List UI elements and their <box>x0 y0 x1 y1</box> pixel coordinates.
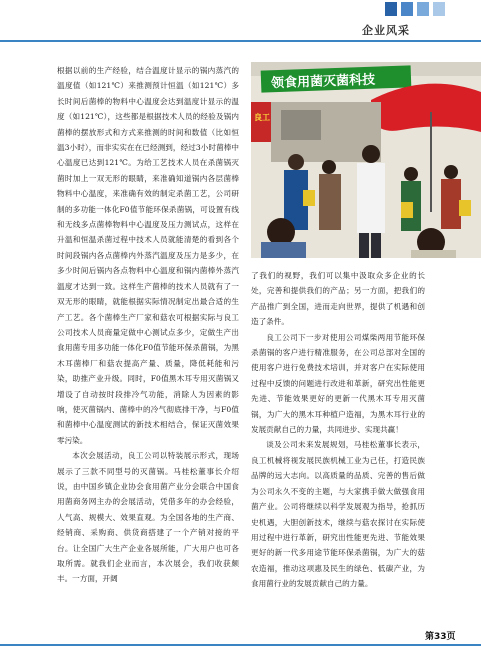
header-square-4 <box>433 2 445 16</box>
page-number: 第33页 <box>425 632 456 642</box>
header-square-1 <box>385 2 397 16</box>
header-decor-squares <box>385 2 445 16</box>
header-square-3 <box>417 2 429 16</box>
section-title: 企业风采 <box>362 24 410 37</box>
header-square-2 <box>401 2 413 16</box>
left-paragraph-1: 根据以前的生产经验，结合温度计显示的锅内蒸汽的温度值（如121℃）来推测预计恒温（如121℃）多长时间后菌棒的物料中心温度会达到温度计显示的温度（如121℃），这些都是根据技术人员的经验及锅内菌棒的摆放形式和方式来推测的时间和数值（比如恒温3小时），而非实实在在已经测到，经过3小时菌棒中心温度已达到121℃。为给工艺技术人员在杀菌锅灭菌时加上一双无形的眼睛，来准确知道锅内各层菌棒物料中心温度，来准确有效的制定杀菌工艺，公司研制的多功能一体化F0值节能环保杀菌锅，可设置有线和无线多点菌棒物料中心温度及压力测试点，这样在升温和恒温杀菌过程中技术人员就能清楚的看到各个时间段锅内各点菌棒内外蒸汽温度及压力是多少，在多少时间后锅内各点物料中心温度和锅内菌棒外蒸汽温度才达到一致。这样生产菌棒的技术人员就有了一双无形的眼睛，就能根据实际情况制定出最合适的生产工艺。各个菌棒生产厂家和菇农可根据实际与良工公司技术人员商量定做中心测试点多少，定做生产出食用菌专用多功能一体化F0值节能环保杀菌锅，为黑木耳菌棒厂和菇农提高产量、质量，降低耗能和污染，助推产业升级。同时，F0值黑木耳专用灭菌锅又增设了自动按时段排冷气功能，消除人为因素的影响，使灭菌锅内、菌棒中的冷气彻底排干净，与F0值和菌棒中心温度测试的新技术相结合，保证灭菌效果零污染。 <box>57 66 239 445</box>
right-paragraph-1: 了我们的视野，我们可以集中汲取众多企业的长处，完善和提供我们的产品；另一方面，把我们的产品推广到全国，进而走向世界，提供了机遇和创造了条件。 <box>251 271 425 327</box>
left-column <box>57 63 239 587</box>
header-rule <box>0 40 481 42</box>
photo-banner-text: 领食用菌灭菌科技 <box>270 72 376 92</box>
exhibition-photo <box>251 62 481 258</box>
footer-rule <box>0 644 481 646</box>
right-paragraph-3: 谈及公司未来发展规划，马桂松董事长表示，良工机械将视发展民族机械工业为己任，打造民族品牌的远大志向。以高质量的品质、完善的售后做为公司永久不变的主题，与大家携手做大做强食用菌产业。公司将继续以科学发展观为指导，抢抓历史机遇，大胆创新技术，继续与菇农探讨在实际使用过程中进行革新，研究出性能更先进、节能效果更好的新一代多用途节能环保杀菌锅，为广大的菇农造福，推动这项惠及民生的绿色、低碳产业，为食用菌行业的发展贡献自己的力量。 <box>251 440 425 589</box>
right-column <box>251 268 425 592</box>
photo-sign-text: 良工 <box>254 113 270 122</box>
left-paragraph-2: 本次会展活动，良工公司以特装展示形式，现场展示了三款不同型号的灭菌锅。马桂松董事长介绍说，由中国乡镇企业协会食用菌产业分会联合中国食用菌商务网主办的会展活动，凭借多年的办会经验，人气高、规模大、效果直观。为全国各地的生产商、经销商、采购商、供货商搭建了一个产销对接的平台。让全国广大生产企业各展所能，广大用户也可各取所需。就我们企业而言，本次展会，我们收获颇丰。一方面，开阔 <box>57 451 239 584</box>
right-paragraph-2: 良工公司下一步对使用公司煤柴两用节能环保杀菌锅的客户进行精准服务，在公司总部对全国的使用客户进行免费技术培训，并对客户在实际使用过程中反馈的问题进行改进和革新，研究出性能更先进、节能效果更好的更新一代黑木耳专用灭菌锅，为广大的黑木耳种植户造福，为黑木耳行业的发展贡献自己的力量，共同进步、实现共赢！ <box>251 332 425 435</box>
